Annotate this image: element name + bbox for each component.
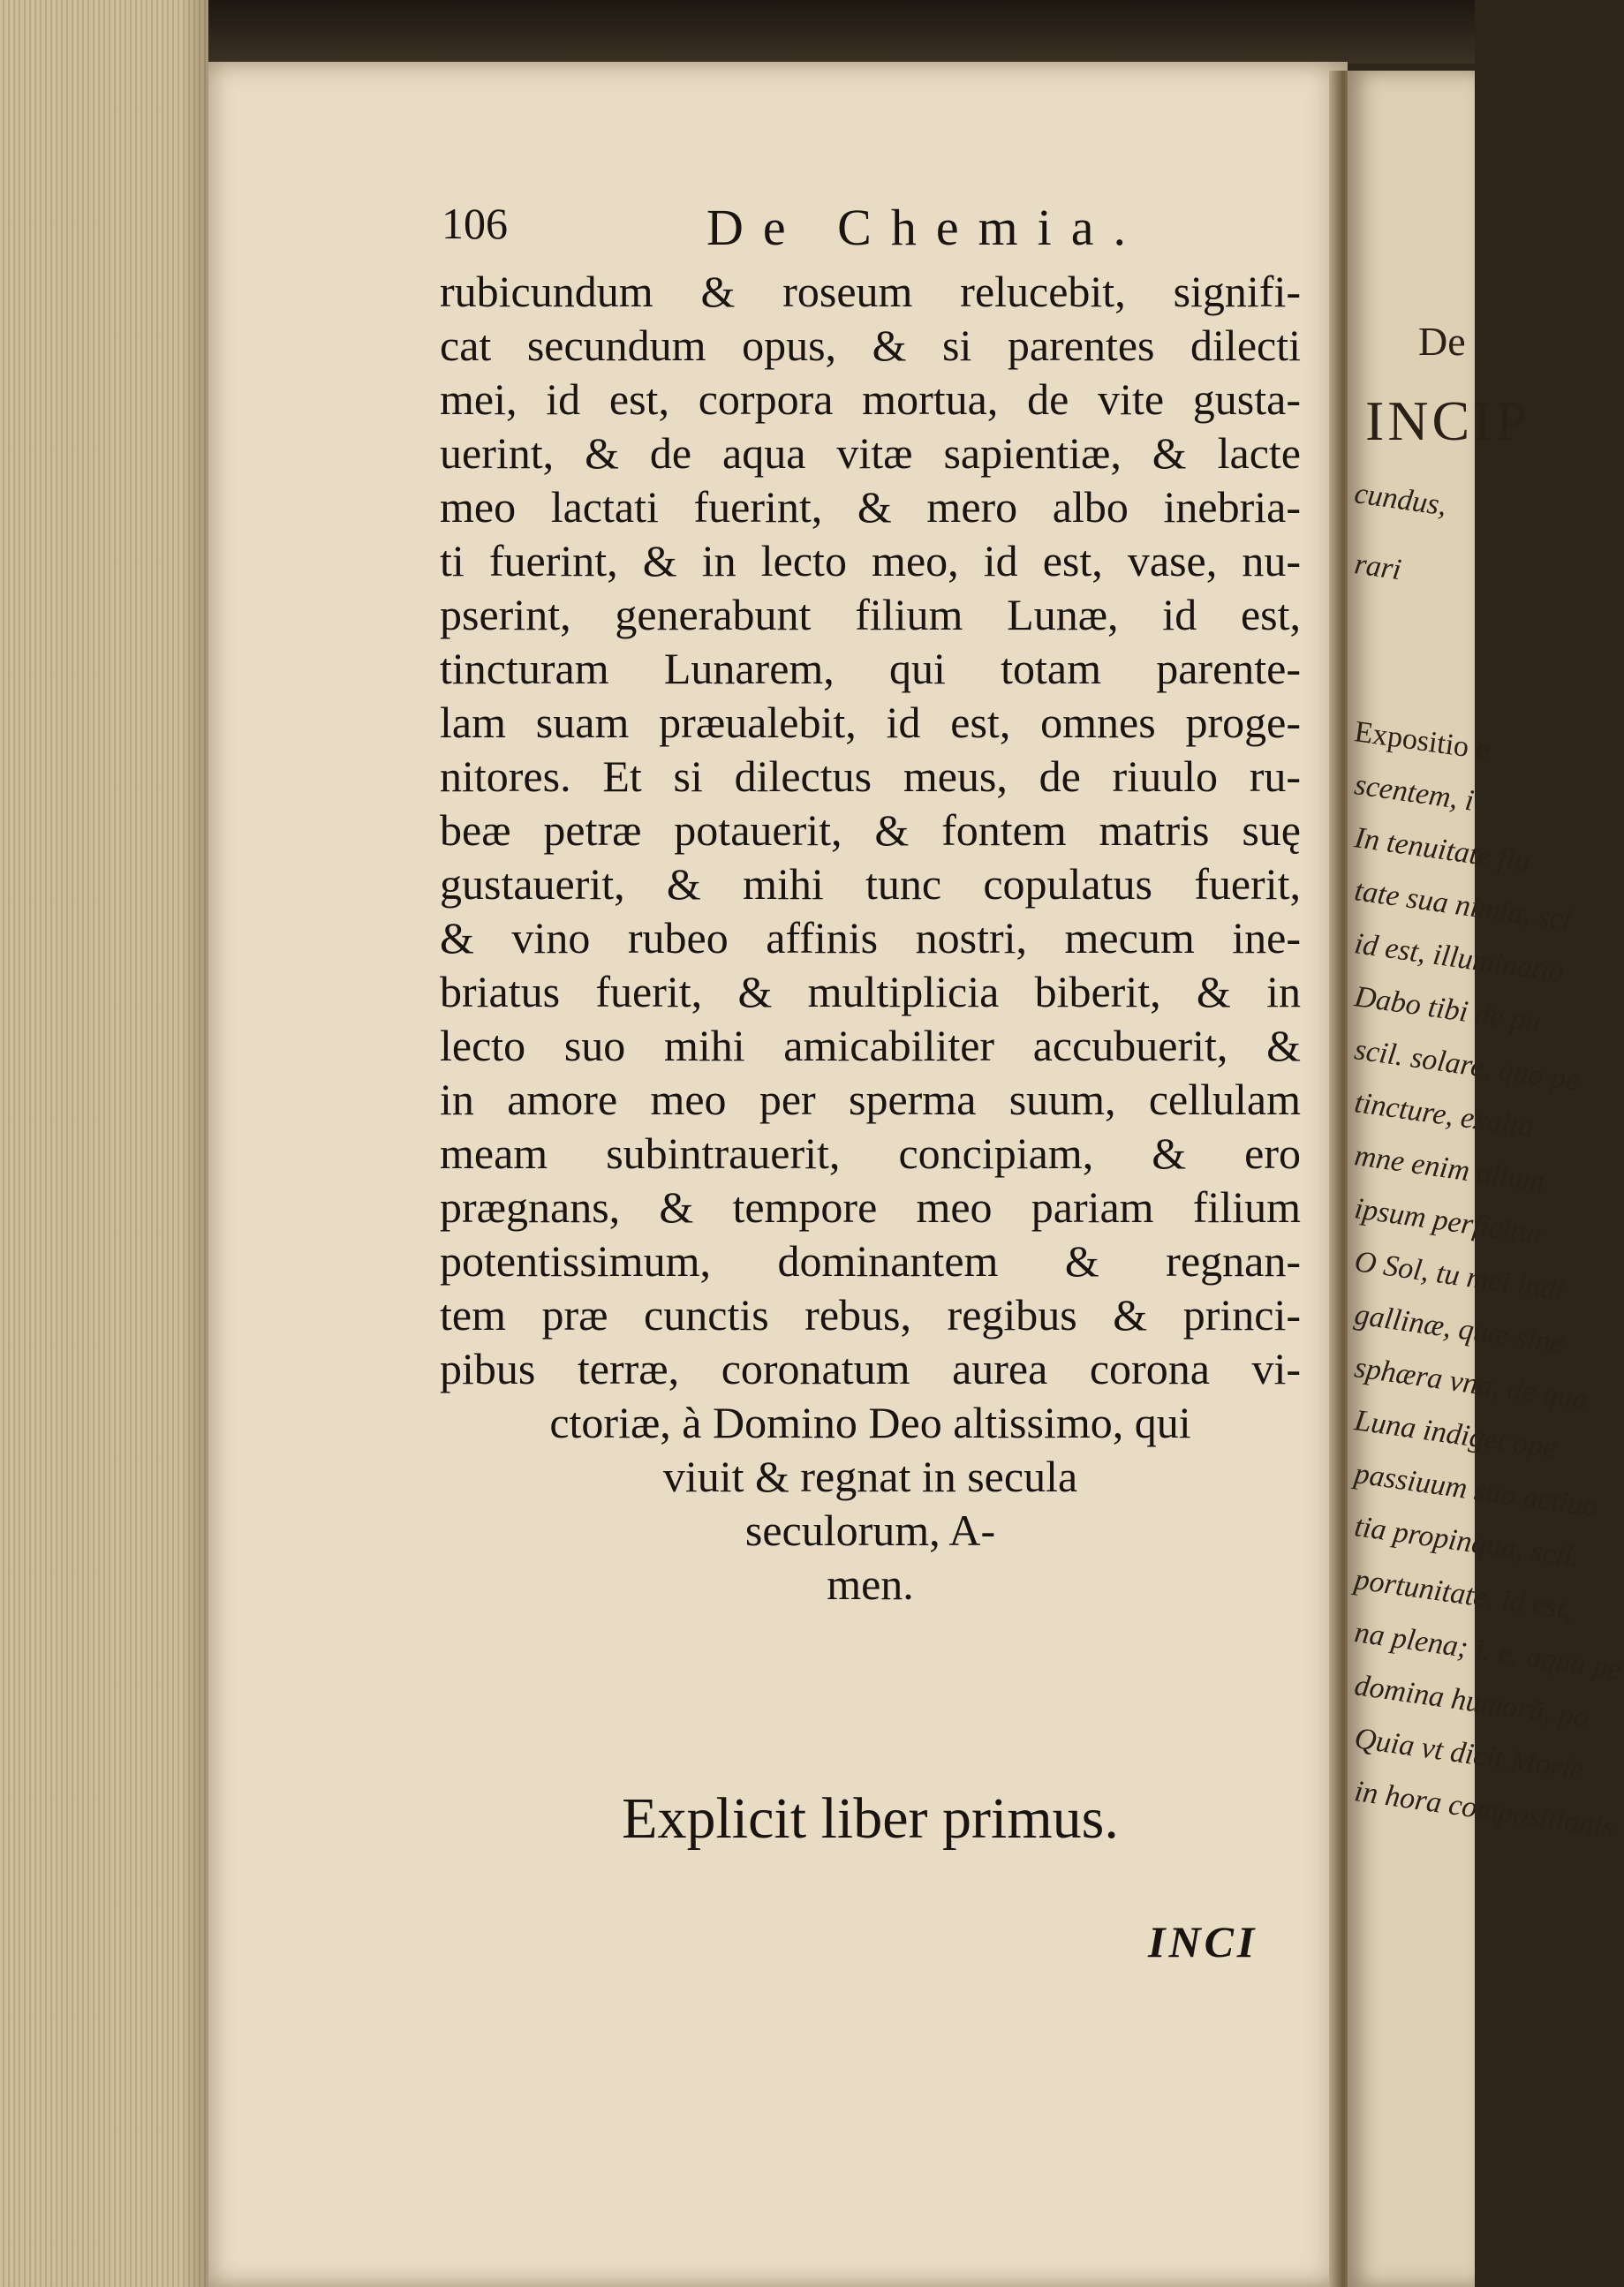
facing-running-head: De [1418,319,1466,364]
facing-line: tincture, exalta [1352,1086,1537,1144]
text-line: viuit & regnat in secula [662,1452,1078,1501]
page-number: 106 [442,199,508,248]
facing-line: sphæra vna, de qua [1352,1351,1590,1416]
facing-line: cundus, [1352,477,1449,523]
facing-line: gallinæ, quæ sine [1352,1298,1567,1361]
facing-line: passiuum suo actiuo [1352,1457,1600,1524]
catchword: INCI [1148,1917,1258,1966]
facing-line: In tenuitate flu [1352,821,1532,879]
body-text [440,265,1301,1611]
text-line: cat secundum opus, & si parentes dilecti [440,321,1301,370]
text-line: tem præ cunctis rebus, regibus & princi- [440,1290,1301,1340]
text-line: rubicundum & roseum relucebit, signifi- [440,267,1301,316]
explicit-line: Explicit liber primus. [622,1786,1119,1851]
facing-line: tia propinqua, scil. [1352,1510,1582,1574]
text-line: men. [827,1559,914,1609]
facing-line: tate sua nimia, sci [1352,874,1574,938]
text-line: lam suam præualebit, id est, omnes proge- [440,698,1301,747]
facing-line: in hora compositionis [1352,1775,1617,1845]
facing-line: Dabo tibi de pu [1352,980,1544,1039]
facing-line: Quia vt dicit Morie [1352,1722,1586,1787]
facing-line: O Sol, tu mei indi [1352,1245,1567,1308]
text-line: nitores. Et si dilectus meus, de riuulo ru- [440,751,1301,801]
book-top-shadow [208,0,1475,64]
facing-line: Luna indiget ope [1352,1404,1559,1465]
text-line: lecto suo mihi amicabiliter accubuerit, & [440,1021,1301,1070]
facing-line: scil. solare, quo pe [1352,1033,1582,1098]
facing-line: ipsum perficitur [1352,1192,1548,1252]
text-line: briatus fuerit, & multiplicia biberit, & in [440,967,1301,1016]
text-line: ti fuerint, & in lecto meo, id est, vase, nu- [440,536,1301,585]
text-line: potentissimum, dominantem & regnan- [440,1236,1301,1286]
text-line: tincturam Lunarem, qui totam parente- [440,644,1301,693]
text-line: seculorum, A- [744,1506,996,1555]
text-line: prægnans, & tempore meo pariam filium [440,1182,1301,1232]
running-head: De Chemia. [706,199,1146,256]
text-line: meam subintrauerit, concipiam, & ero [440,1128,1301,1178]
facing-incipit: INCIP [1365,389,1531,452]
text-line: in amore meo per sperma suum, cellulam [440,1075,1301,1124]
text-line: pserint, generabunt filium Lunæ, id est, [440,590,1301,639]
text-line: ctoriæ, à Domino Deo altissimo, qui [549,1398,1191,1447]
text-line: uerint, & de aqua vitæ sapientiæ, & lacte [440,428,1301,478]
facing-line: na plena; i. e. aqua pe [1352,1616,1624,1687]
text-line: mei, id est, corpora mortua, de vite gusta- [440,374,1301,424]
text-line: pibus terræ, coronatum aurea corona vi- [440,1344,1301,1393]
facing-line: id est, illuminatio [1352,927,1567,990]
facing-page [1348,71,1624,2287]
book-page-edges [0,0,216,2287]
facing-line: rari [1352,547,1404,587]
text-line: & vino rubeo affinis nostri, mecum ine- [440,913,1301,962]
facing-line: mne enim altum [1352,1139,1547,1199]
text-line: meo lactati fuerint, & mero albo inebria- [440,482,1301,532]
text-line: gustauerit, & mihi tunc copulatus fuerit, [440,859,1301,909]
facing-line: Expositio e [1352,715,1492,767]
facing-line: portunitate, id est, [1352,1563,1575,1627]
facing-line: domina humorū, po [1352,1669,1591,1735]
facing-line: scentem, i [1352,768,1477,818]
text-line: beæ petræ potauerit, & fontem matris suę [440,805,1301,855]
